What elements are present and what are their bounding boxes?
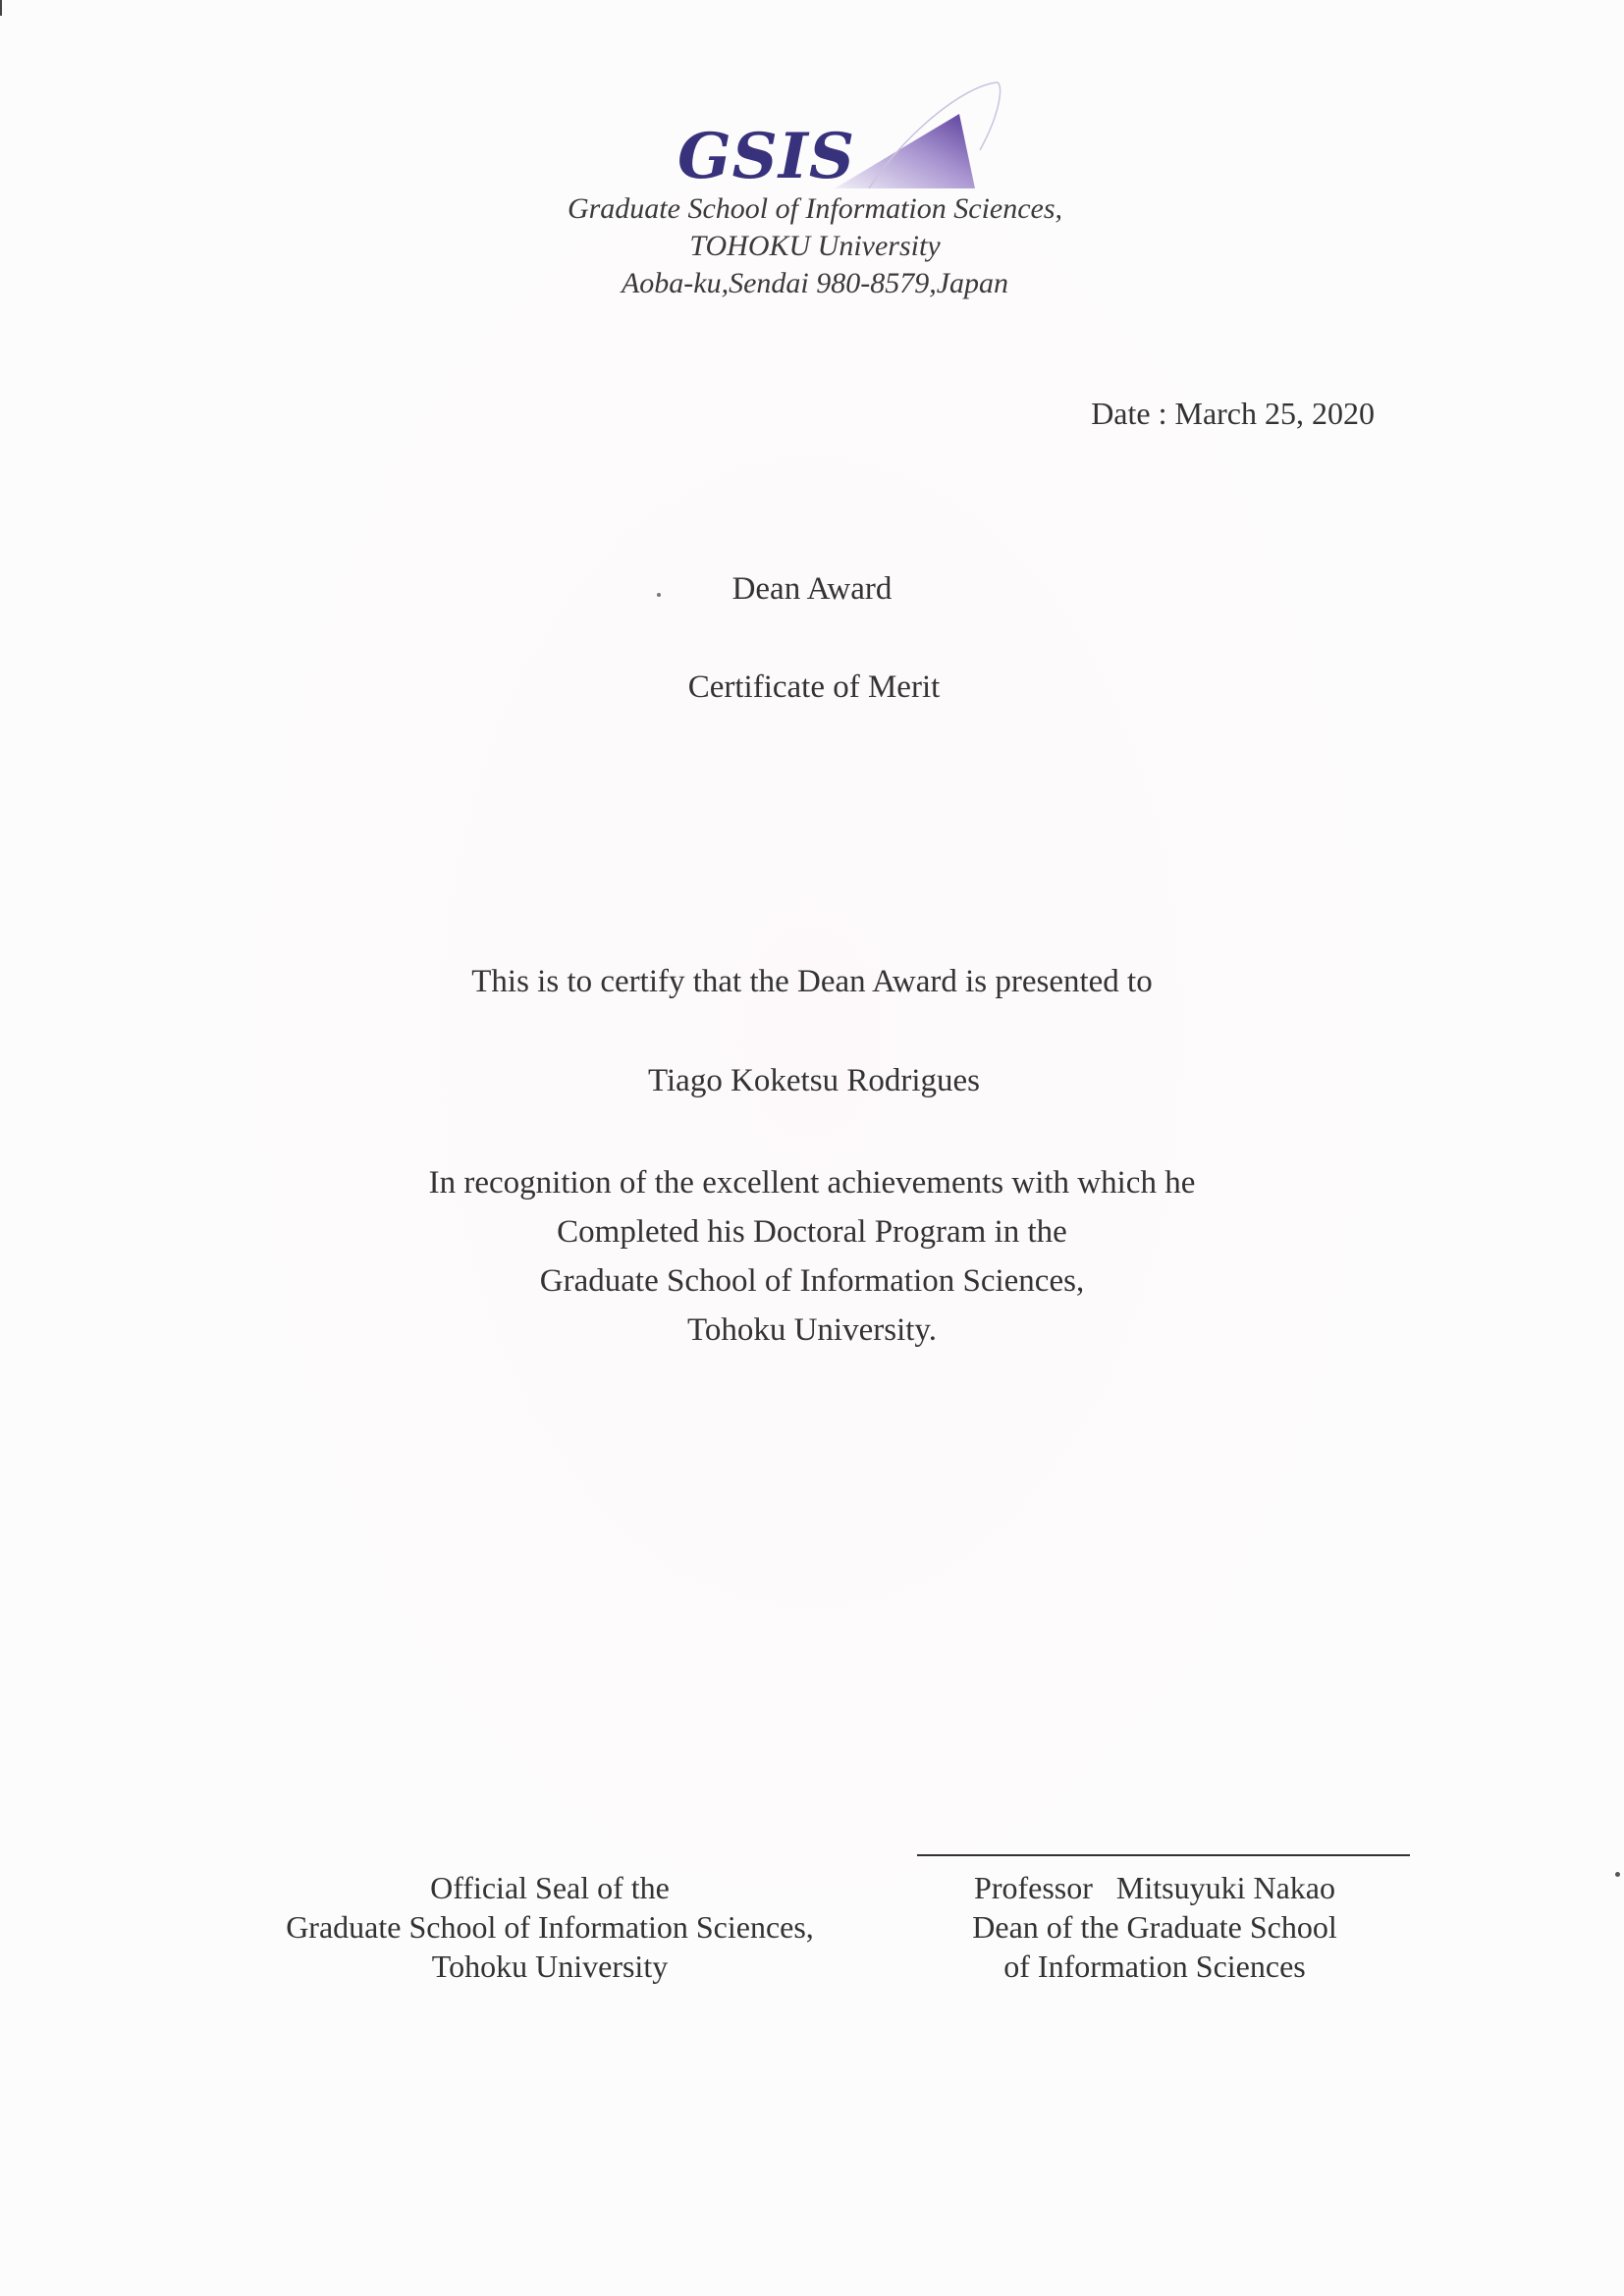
seal-line: Tohoku University: [431, 1949, 669, 1984]
dean-signature-caption: [909, 1868, 1400, 1986]
scan-edge-mark: [0, 0, 2, 16]
seal-line: Graduate School of Information Sciences,: [286, 1909, 814, 1945]
institution-header: [491, 190, 1139, 302]
university-name: TOHOKU University: [689, 230, 941, 262]
certificate-title: Certificate of Merit: [687, 669, 941, 705]
scan-speck: [1615, 1872, 1620, 1877]
dean-name: Professor Mitsuyuki Nakao: [974, 1870, 1335, 1905]
recognition-paragraph: [0, 1158, 1624, 1355]
recognition-line: Tohoku University.: [686, 1312, 938, 1348]
dean-department: of Information Sciences: [1003, 1949, 1306, 1984]
official-seal-caption: [226, 1868, 874, 1986]
logo-text: GSIS: [677, 120, 856, 193]
recognition-line: In recognition of the excellent achievements with which he: [428, 1165, 1196, 1201]
gsis-logo: [668, 77, 1021, 199]
signature-line: [917, 1854, 1410, 1856]
school-name: Graduate School of Information Sciences,: [567, 192, 1063, 225]
award-title: Dean Award: [731, 571, 893, 607]
seal-line: Official Seal of the: [430, 1870, 670, 1905]
recognition-line: Completed his Doctoral Program in the: [557, 1214, 1067, 1250]
scan-speck: [657, 593, 661, 597]
certify-statement: This is to certify that the Dean Award is presented to: [471, 964, 1153, 999]
recognition-line: Graduate School of Information Sciences,: [539, 1263, 1085, 1299]
dean-title: Dean of the Graduate School: [972, 1909, 1337, 1945]
address: Aoba-ku,Sendai 980-8579,Japan: [621, 267, 1009, 299]
recipient-name: Tiago Koketsu Rodrigues: [648, 1063, 980, 1098]
issue-date: Date : March 25, 2020: [1091, 396, 1375, 431]
